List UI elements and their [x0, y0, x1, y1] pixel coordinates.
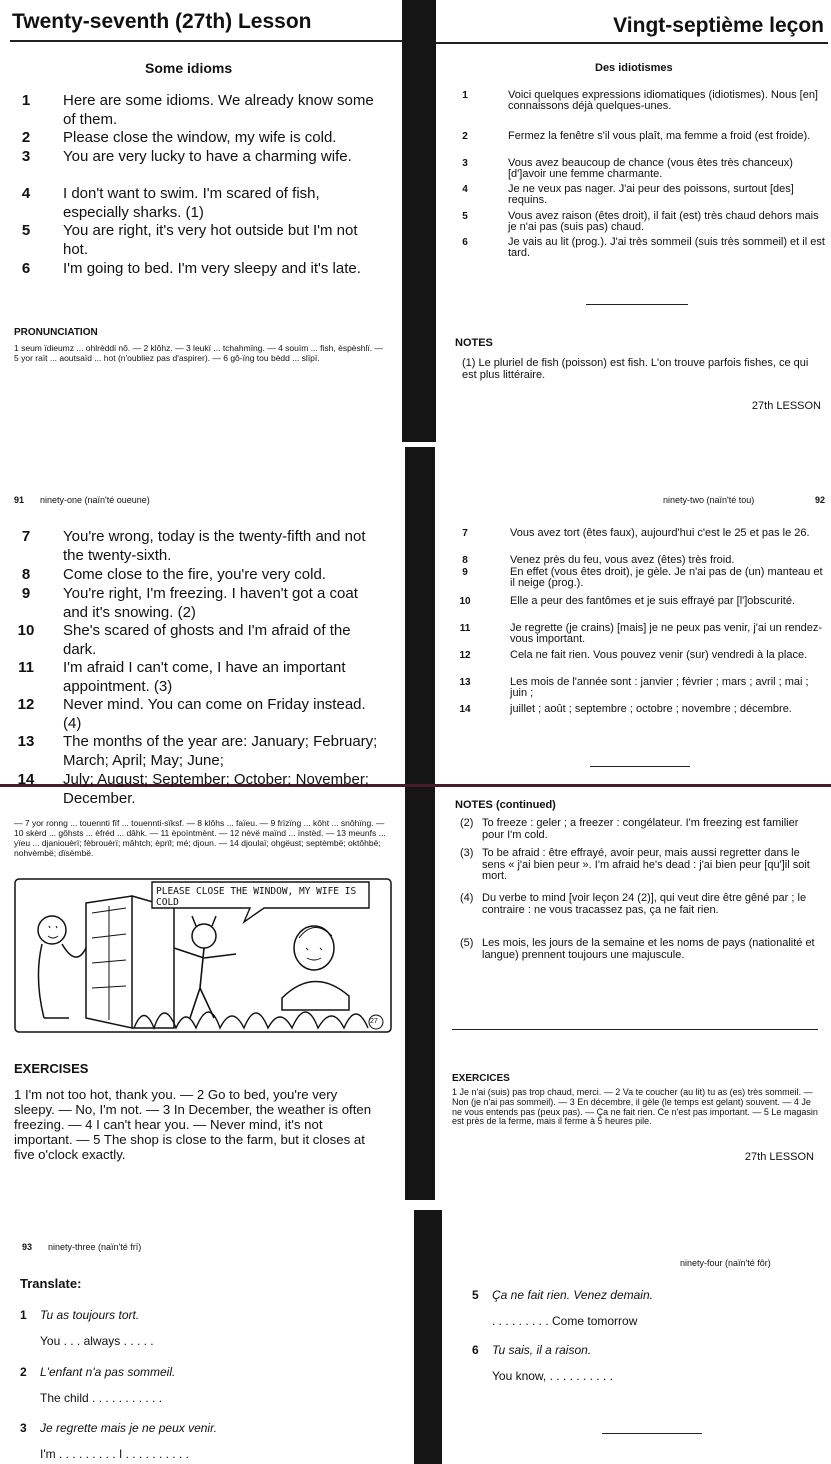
- line-text: You're wrong, today is the twenty-fifth and not the twenty-sixth.: [63, 528, 366, 564]
- line-number: 13: [459, 677, 471, 688]
- section-heading-en: Some idioms: [145, 60, 233, 76]
- line-text: She's scared of ghosts and I'm afraid of the dark.: [63, 622, 351, 658]
- page-number-left: 91: [14, 495, 25, 505]
- page-number-right: 92: [814, 495, 825, 505]
- lesson-title-fr: Vingt-septième leçon: [613, 14, 824, 37]
- line-text: Vous avez tort (êtes faux), aujourd'hui c'est le 25 et pas le 26.: [510, 527, 810, 539]
- line-text: En effet (vous êtes droit), je gèle. Je n'ai pas de (un) manteau et il neige (prog.).: [510, 566, 823, 589]
- page-header-left: ninety-one (naïn'té oueune): [40, 495, 150, 505]
- line-number: 2: [462, 131, 468, 142]
- item-french: Tu as toujours tort.: [40, 1308, 140, 1322]
- divider-rule: [602, 1433, 702, 1434]
- line-number: 4: [21, 185, 31, 202]
- line-number: 7: [21, 528, 31, 545]
- line-number: 6: [462, 237, 468, 248]
- line-number: 5: [462, 211, 468, 222]
- line-number: 7: [462, 528, 468, 539]
- divider-rule: [452, 1029, 818, 1030]
- divider-rule: [586, 304, 688, 305]
- line-text: Voici quelques expressions idiomatiques (idiotismes). Nous [en] connaissons déjà quelques-unes.: [508, 89, 818, 112]
- line-text: Elle a peur des fantômes et je suis effrayé par [l']obscurité.: [510, 595, 795, 607]
- pronunciation-text: 1 seum ïdieumz ... ohlrèddi nô. — 2 klôhz. — 3 leukï ... tchahmïng. — 4 souïm ... fish, èspèshlï. — 5 yor raït ... aoutsaïd ... hot (n'oubliez pas d'aspirer). — 6 gô-ïng tou bèdd ... slïpï.: [14, 343, 383, 363]
- line-number: 6: [21, 260, 31, 277]
- line-number: 12: [17, 696, 35, 713]
- note-text: To be afraid : être effrayé, avoir peur, mais aussi regretter dans le sens « j'ai bien peur ». I'm afraid he's dead : j'ai bien peur [qu']il soit mort.: [482, 847, 810, 882]
- cartoon-caption: PLEASE CLOSE THE WINDOW, MY WIFE IS COLD: [156, 886, 357, 908]
- page-footer: 27th LESSON: [744, 1151, 814, 1163]
- note-number: (3): [460, 847, 474, 859]
- note-text: Du verbe to mind [voir leçon 24 (2)], qui veut dire être gêné par ; le contraire : ne vous tracassez pas, ça ne fait rien.: [482, 892, 807, 916]
- title-underline: [10, 40, 402, 42]
- line-text: juillet ; août ; septembre ; octobre ; novembre ; décembre.: [510, 703, 792, 715]
- item-number: 2: [20, 1365, 27, 1379]
- translate-label: Translate:: [20, 1276, 82, 1291]
- book-gutter: [402, 0, 436, 442]
- exercises-text: 1 I'm not too hot, thank you. — 2 Go to bed, you're very sleepy. — No, I'm not. — 3 In December, the weather is often freezing. — 4 I can't hear you. — Never mind, it's not important. — 5 The shop is close to the farm, but it closes at five o'clock exactly.: [14, 1087, 372, 1162]
- item-english-blank: You know, . . . . . . . . . .: [492, 1369, 613, 1383]
- line-number: 9: [462, 567, 468, 578]
- note-text: Les mois, les jours de la semaine et les noms de pays (nationalité et langue) prennent toujours une majuscule.: [482, 937, 815, 961]
- spread-1: [0, 0, 831, 442]
- line-text: Je regrette (je crains) [mais] je ne peux pas venir, j'ai un rendez-vous important.: [510, 622, 823, 645]
- page-header-right: ninety-two (naïn'té tou): [663, 495, 755, 505]
- line-text: Never mind. You can come on Friday instead. (4): [63, 696, 366, 732]
- line-text: July; August; September; October; November; December.: [63, 771, 369, 807]
- line-text: You are very lucky to have a charming wife.: [63, 148, 352, 165]
- line-text: Je vais au lit (prog.). J'ai très sommeil (suis très sommeil) et il est tard.: [508, 236, 825, 259]
- note-text: (1) Le pluriel de fish (poisson) est fish. L'on trouve parfois fishes, ce qui est plus littéraire.: [462, 357, 809, 381]
- note-number: (5): [460, 937, 474, 949]
- item-number: 3: [20, 1421, 27, 1435]
- item-number: 6: [472, 1343, 479, 1357]
- note-number: (4): [460, 892, 474, 904]
- item-english-blank: The child . . . . . . . . . . .: [40, 1391, 163, 1405]
- spread-3: [0, 1210, 831, 1464]
- item-french: Ça ne fait rien. Venez demain.: [492, 1288, 653, 1302]
- cartoon-number: 27: [370, 1018, 378, 1025]
- title-underline: [436, 42, 828, 44]
- line-text: You are right, it's very hot outside but I'm not hot.: [63, 222, 358, 258]
- item-english-blank: I'm . . . . . . . . . I . . . . . . . . . .: [40, 1447, 189, 1461]
- line-text: Please close the window, my wife is cold.: [63, 129, 337, 146]
- line-number: 8: [21, 566, 31, 583]
- notes-label: NOTES: [455, 337, 493, 349]
- item-english-blank: . . . . . . . . . Come tomorrow: [492, 1314, 638, 1328]
- line-number: 3: [21, 148, 31, 165]
- line-text: Venez près du feu, vous avez (êtes) très froid.: [510, 554, 735, 566]
- line-number: 1: [462, 90, 468, 101]
- section-heading-fr: Des idiotismes: [595, 62, 673, 74]
- pronunciation-text: — 7 yor ronng ... touennti fïf ... touennti-sïksf. — 8 klôhs ... faïeu. — 9 frïzïng ... kôht ... snôhïng. — 10 skèrd ... gôhsts ... èfréd ... dâhk. — 11 èpoïntmènt. — 12 nèvë maïnd ... ïnstèd. — 13 meunfs ... yïeu ... djaniouèrï; fèbrouèrï; mâhtch; èprïl; mé; djoun. — 14 djoulaï; ohgëust; septèmbë; oktôhbë; nohvèmbë; dïsèmbë.: [14, 818, 386, 858]
- note-number: (2): [460, 817, 474, 829]
- cartoon: [14, 878, 392, 1033]
- item-french: Tu sais, il a raison.: [492, 1343, 592, 1357]
- line-number: 1: [21, 92, 31, 109]
- line-number: 5: [21, 222, 31, 239]
- line-number: 10: [17, 622, 35, 639]
- note-text: To freeze : geler ; a freezer : congélateur. I'm freezing est familier pour I'm cold.: [482, 817, 799, 841]
- line-text: Vous avez raison (êtes droit), il fait (est) très chaud dehors mais je n'ai pas (suis pas) chaud.: [508, 210, 819, 233]
- line-number: 14: [459, 704, 471, 715]
- line-text: Je ne veux pas nager. J'ai peur des poissons, surtout [des] requins.: [508, 183, 794, 206]
- pronunciation-label: PRONUNCIATION: [14, 327, 98, 338]
- line-number: 11: [459, 623, 471, 634]
- line-text: I don't want to swim. I'm scared of fish, especially sharks. (1): [63, 185, 320, 221]
- page-number-left: 93: [22, 1242, 33, 1252]
- page-header-left: ninety-three (naïn'té frï): [48, 1242, 142, 1252]
- line-number: 9: [21, 585, 31, 602]
- divider-rule: [590, 766, 690, 767]
- line-number: 2: [21, 129, 31, 146]
- line-number: 8: [462, 555, 468, 566]
- item-french: L'enfant n'a pas sommeil.: [40, 1365, 176, 1379]
- page-footer: 27th LESSON: [751, 400, 821, 412]
- lesson-title-en: Twenty-seventh (27th) Lesson: [12, 10, 312, 33]
- exercices-text: 1 Je n'ai (suis) pas trop chaud, merci. — 2 Va te coucher (au lit) tu as (es) très sommeil. — Non (je n'ai pas sommeil). — 3 En décembre, il gèle (le temps est gelant) souvent. — 4 Je ne vous entends pas (peux pas). — Ça ne fait rien. Ce n'est pas important. — 5 Le magasin est près de la ferme, mais il ferme à 5 heures pile.: [452, 1087, 818, 1127]
- line-text: Here are some idioms. We already know some of them.: [63, 92, 374, 128]
- item-english-blank: You . . . always . . . . .: [40, 1334, 154, 1348]
- notes-continued-label: NOTES (continued): [455, 799, 556, 811]
- item-french: Je regrette mais je ne peux venir.: [40, 1421, 217, 1435]
- line-number: 10: [459, 596, 471, 607]
- line-number: 14: [17, 771, 35, 788]
- line-number: 12: [459, 650, 471, 661]
- spread-2: [0, 447, 831, 1200]
- book-gutter: [405, 447, 435, 1200]
- line-number: 3: [462, 158, 468, 169]
- line-text: Fermez la fenêtre s'il vous plaît, ma femme a froid (est froide).: [508, 130, 811, 142]
- line-text: I'm going to bed. I'm very sleepy and it's late.: [63, 260, 361, 277]
- exercises-label: EXERCISES: [14, 1061, 89, 1076]
- book-gutter: [414, 1210, 442, 1464]
- page-header-right: ninety-four (naïn'té fôr): [680, 1258, 771, 1268]
- line-text: I'm afraid I can't come, I have an important appointment. (3): [63, 659, 346, 695]
- line-number: 13: [17, 733, 35, 750]
- line-text: Come close to the fire, you're very cold.: [63, 566, 326, 583]
- line-text: Les mois de l'année sont : janvier ; février ; mars ; avril ; mai ; juin ;: [510, 676, 809, 699]
- item-number: 5: [472, 1288, 479, 1302]
- line-number: 11: [18, 659, 34, 676]
- line-text: Vous avez beaucoup de chance (vous êtes très chanceux) [d']avoir une femme charmante.: [508, 157, 793, 180]
- item-number: 1: [20, 1308, 27, 1322]
- line-text: Cela ne fait rien. Vous pouvez venir (sur) vendredi à la place.: [510, 649, 808, 661]
- line-text: The months of the year are: January; February; March; April; May; June;: [63, 733, 378, 769]
- exercices-label: EXERCICES: [452, 1073, 510, 1084]
- line-number: 4: [462, 184, 468, 195]
- line-text: You're right, I'm freezing. I haven't got a coat and it's snowing. (2): [63, 585, 358, 621]
